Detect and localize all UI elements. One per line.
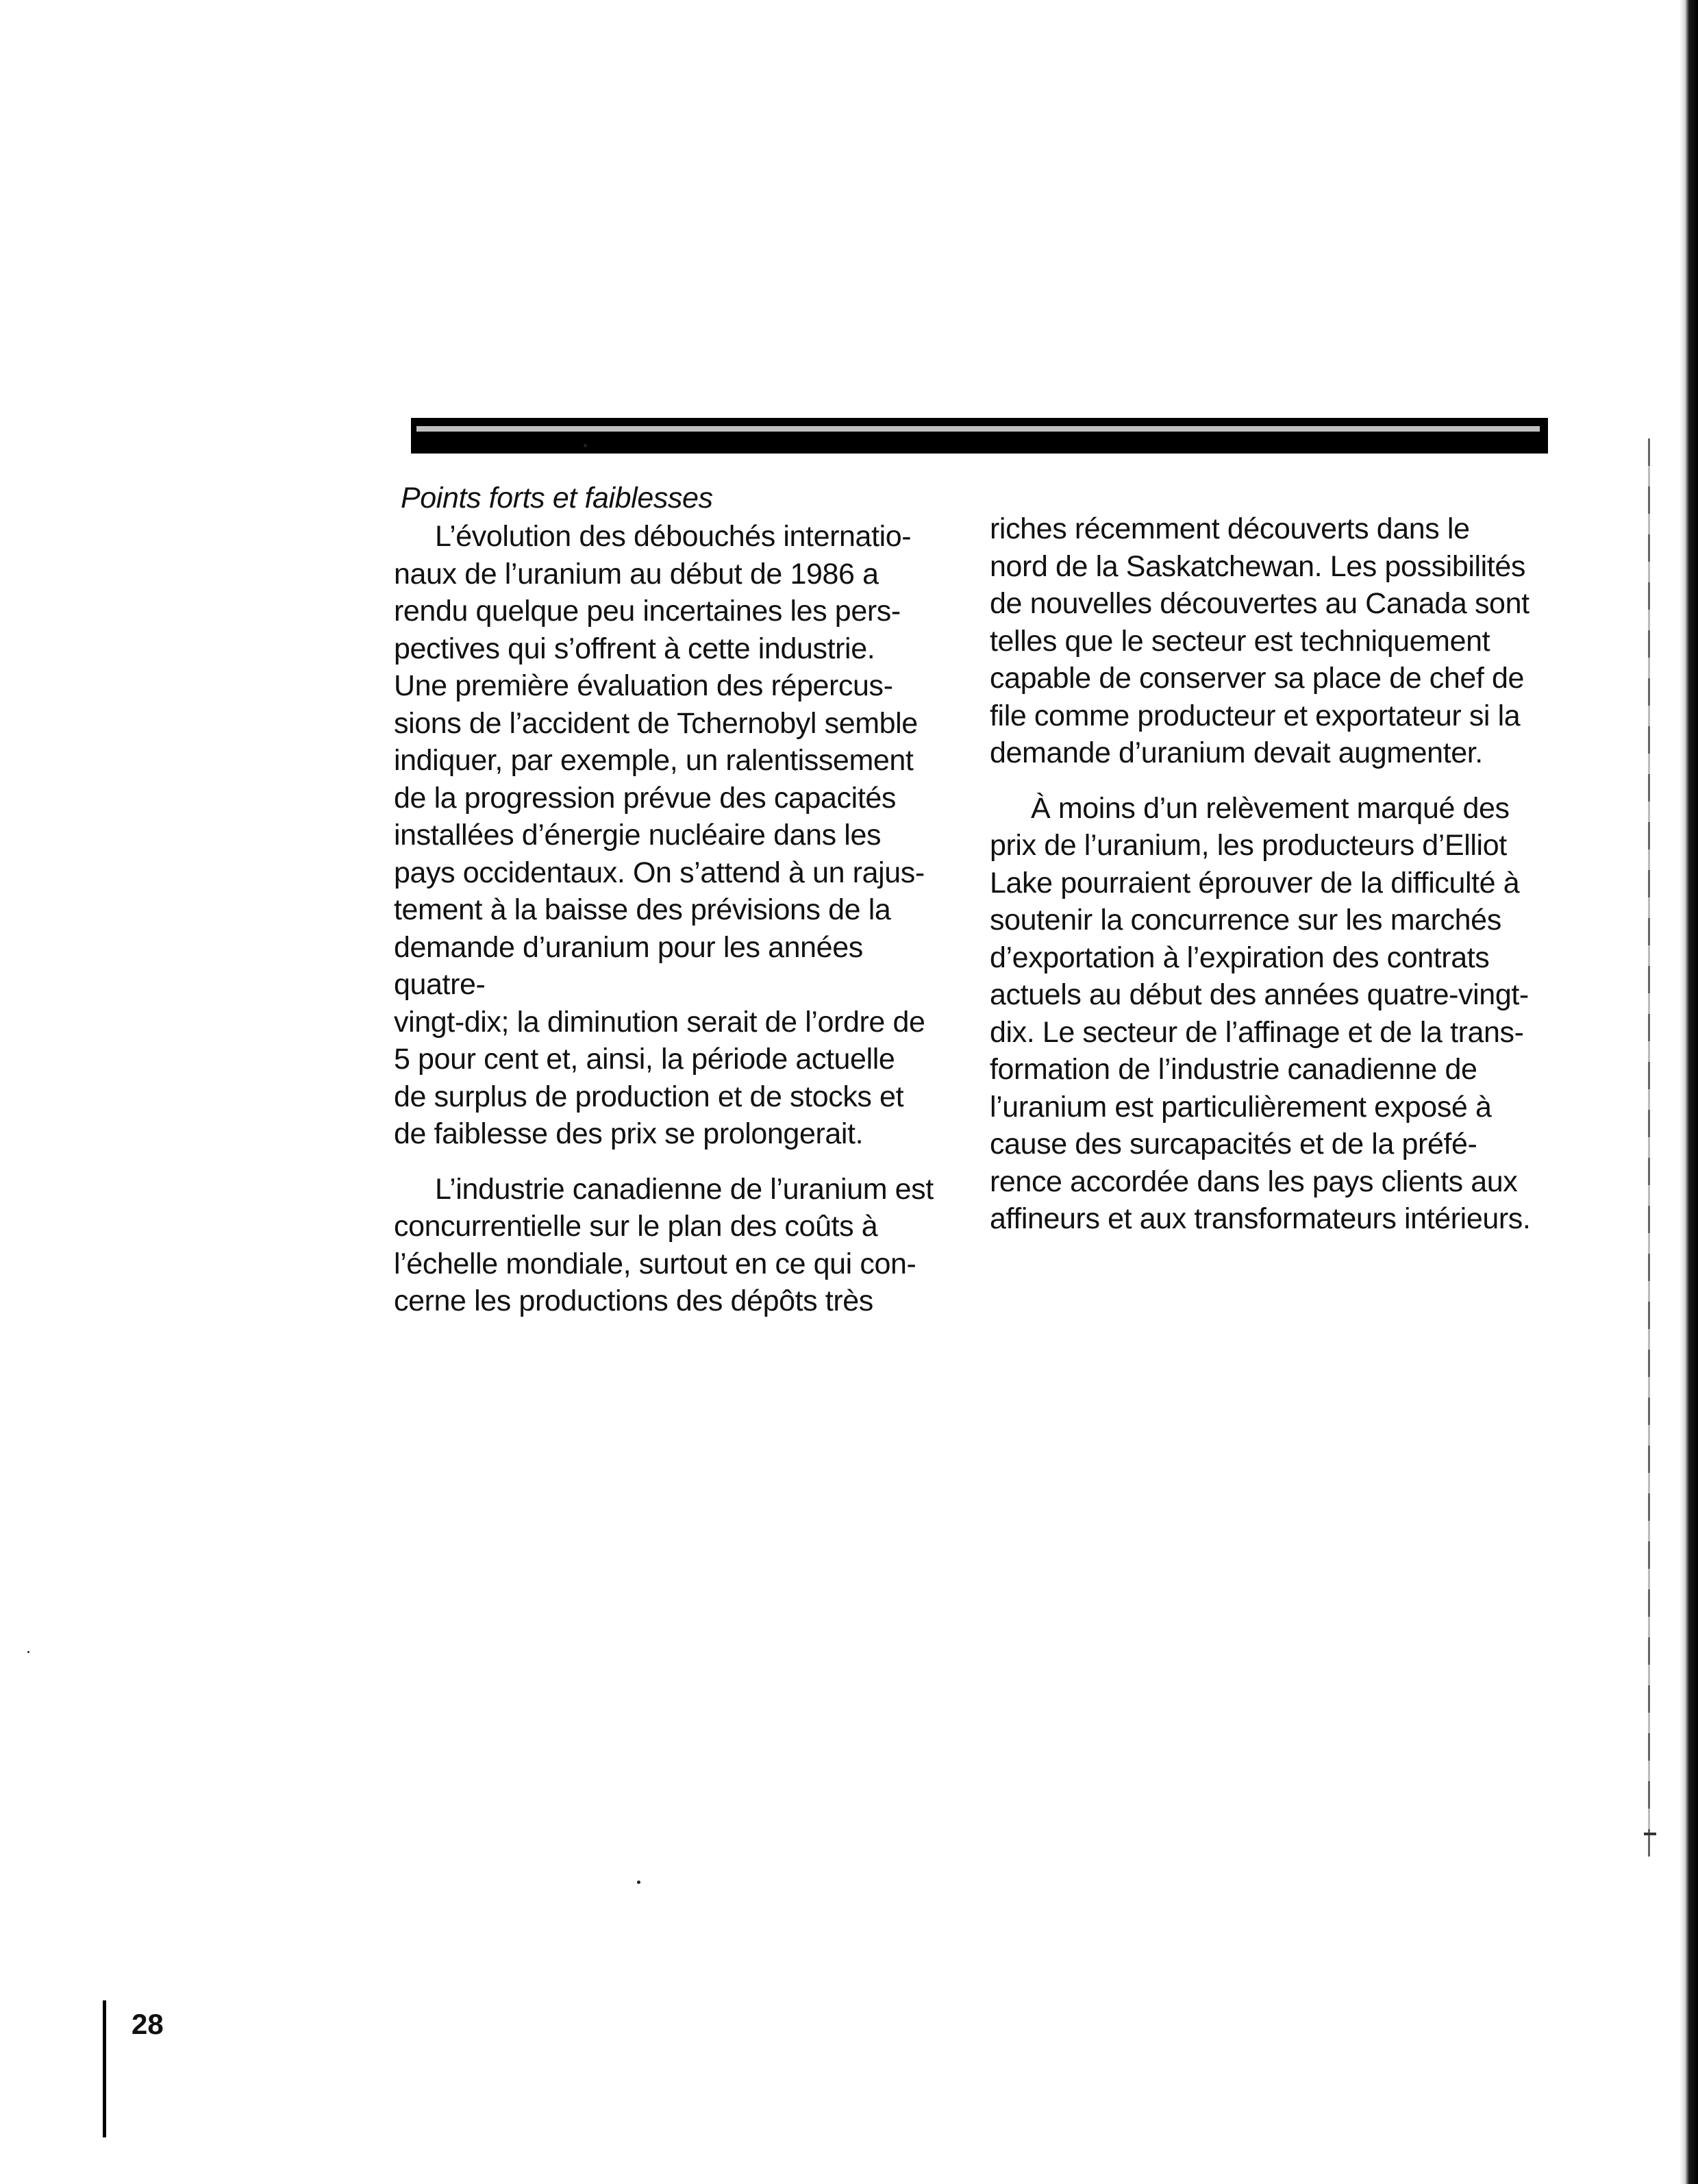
page-number: 28 [132,2008,164,2040]
paragraph: L’industrie canadienne de l’uranium est concurrentielle sur le plan des coûts à l’échelle mondiale, surtout en ce qui con- cerne les productions des dépôts très [394,1172,934,1317]
print-speck [27,1651,29,1653]
print-speck [637,1881,640,1884]
binding-line [1648,438,1650,1857]
margin-bar [103,2000,106,2137]
top-rule-highlight [416,426,1540,432]
top-rule [411,418,1548,454]
page-edge-shadow [1680,0,1698,2184]
binding-mark [1644,1833,1656,1835]
paragraph: À moins d’un relèvement marqué des prix de l’uranium, les producteurs d’Elliot Lake pourraient éprouver de la difficulté à soutenir la concurrence sur les marchés d’exportation à l’expiration des contrats actuels au début des années quatre-vingt- dix. Le secteur de l’affinage et de la trans- formation de l’industrie canadienne de l’uranium est particulièrement exposé à cause des surcapacités et de la préfé- rence accordée dans les pays clients aux affineurs et aux transformateurs intérieurs. [990,791,1531,1235]
left-column [394,480,942,1338]
section-heading: Points forts et faiblesses [401,482,713,514]
print-speck [584,444,587,447]
right-column [990,510,1531,1256]
paragraph: riches récemment découverts dans le nord de la Saskatchewan. Les possibilités de nouvelles découvertes au Canada sont telles que le secteur est techniquement capable de conserver sa place de chef de file comme producteur et exportateur si la demande d’uranium devait augmenter. [990,512,1530,769]
paragraph: L’évolution des débouchés internatio- naux de l’uranium au début de 1986 a rendu quelque peu incertaines les pers- pectives qui s’offrent à cette industrie. Une première évaluation des répercus- sions de l’accident de Tchernobyl semble indiquer, par exemple, un ralentissement de la progression prévue des capacités installées d’énergie nucléaire dans les pays occidentaux. On s’attend à un rajus- tement à la baisse des prévisions de la demande d’uranium pour les années quatre- vingt-dix; la diminution serait de l’ordre de 5 pour cent et, ainsi, la période actuelle de surplus de production et de stocks et de faiblesse des prix se prolongerait. [394,520,925,1150]
